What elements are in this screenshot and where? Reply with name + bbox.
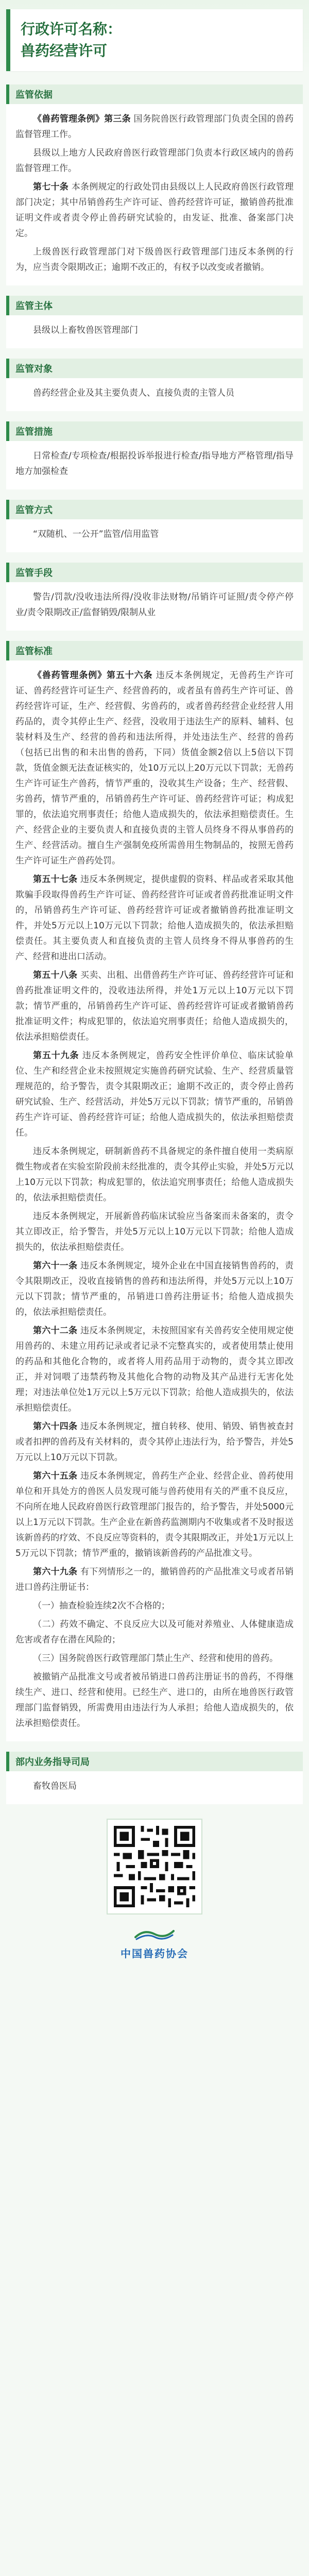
- section-body: [6, 582, 303, 631]
- standard-paragraph: [15, 668, 294, 869]
- paragraph: 畜牧兽医局: [33, 1781, 77, 1791]
- law-title: 《兽药管理条例》第三条: [33, 114, 131, 124]
- paragraph: 县级以上畜牧兽医管理部门: [33, 325, 138, 335]
- association-logo-icon: [131, 1927, 178, 1941]
- footer-logo: [6, 1927, 303, 1960]
- standard-paragraph: [15, 1598, 294, 1614]
- paragraph-text: （三）国务院兽医行政管理部门禁止生产、经营和使用的兽药。: [33, 1653, 278, 1664]
- article-lead: 《兽药管理条例》第五十六条: [33, 670, 153, 681]
- paragraph-text: 违反本条例规定，兽药生产企业、经营企业、兽药使用单位和开具处方的兽医人员发现可能与兽药使用有关的严重不良反应，不向所在地人民政府兽医行政管理部门报告的，给予警告，并处5000元以上1万元以下罚款。生产企业在新兽药监测期内不收集或者不及时报送该新兽药的疗效、不良反应等资料的，责令其限期改正，并处1万元以上5万元以下罚款；情节严重的，撤销该新兽药的产品批准文号。: [15, 1471, 294, 1558]
- section-measures: [6, 421, 303, 489]
- paragraph-text: （二）药效不确定、不良反应大以及可能对养殖业、人体健康造成危害或者存在潜在风险的；: [15, 1619, 294, 1645]
- standard-paragraph: [15, 1651, 294, 1666]
- standard-paragraph: [15, 1564, 294, 1595]
- section-object: [6, 359, 303, 411]
- paragraph-text: （一）抽查检验连续2次不合格的；: [33, 1601, 170, 1611]
- section-standards: [6, 641, 303, 1741]
- article-lead: 第六十二条: [33, 1326, 78, 1336]
- paragraph: 日常检查/专项检查/根据投诉举报进行检查/指导地方严格管理/指导地方加强检查: [15, 451, 294, 477]
- section-tools: [6, 563, 303, 631]
- org-name: 中国兽药协会: [121, 1947, 188, 1960]
- standard-paragraph: [15, 1144, 294, 1206]
- paragraph-text: 买卖、出租、出借兽药生产许可证、兽药经营许可证和兽药批准证明文件的，没收违法所得，并处1万元以上10万元以下罚款；情节严重的，吊销兽药生产许可证、兽药经营许可证或者撤销兽药批准证明文件；构成犯罪的，依法追究刑事责任；给他人造成损失的，依法承担赔偿责任。: [15, 970, 294, 1042]
- standard-paragraph: [15, 1323, 294, 1416]
- license-name-label: 行政许可名称：: [21, 21, 122, 38]
- license-name-value: 兽药经营许可: [21, 42, 108, 59]
- paragraph-text: 违反本条例规定，擅自转移、使用、销毁、销售被查封或者扣押的兽药及有关材料的，责令其停止违法行为，给予警告，并处5万元以上10万元以下罚款。: [15, 1421, 294, 1463]
- paragraph-text: 国务院兽医行政管理部门负责全国的兽药监督管理工作。: [15, 114, 294, 140]
- article-lead: 第五十九条: [33, 1050, 79, 1061]
- standard-paragraph: [15, 1419, 294, 1465]
- paragraph-text: 违反本条例规定，开展新兽药临床试验应当备案而未备案的，责令其立即改正，给予警告，并处5万元以上10万元以下罚款；给他人造成损失的，依法承担赔偿责任。: [15, 1211, 294, 1252]
- paragraph-text: 违反本条例规定，研制新兽药不具备规定的条件擅自使用一类病原微生物或者在实验室阶段前未经批准的，责令其停止实验，并处5万元以上10万元以下罚款；构成犯罪的，依法追究刑事责任；给他人造成损失的，依法承担赔偿责任。: [15, 1146, 294, 1203]
- article-lead: 第五十七条: [33, 874, 78, 885]
- section-body: [6, 660, 303, 1741]
- section-title: 监管手段: [6, 563, 303, 582]
- paragraph: 警告/罚款/没收违法所得/没收非法财物/吊销许可证照/责令停产停业/责令限期改正/监督销毁/限制从业: [15, 592, 294, 618]
- standard-paragraph: [15, 872, 294, 964]
- section-title: 监管方式: [6, 500, 303, 519]
- section-title: 部内业务指导司局: [6, 1752, 303, 1771]
- section-body: [6, 315, 303, 348]
- paragraph-text: 违反本条例规定，无兽药生产许可证、兽药经营许可证生产、经营兽药的，或者虽有兽药生产许可证、兽药经营许可证，生产、经营假、劣兽药的，或者兽药经营企业经营人用药品的，责令其停止生产、经营，没收用于违法生产的原料、辅料、包装材料及生产、经营的兽药和违法所得，并处违法生产、经营的兽药（包括已出售的和未出售的兽药，下同）货值金额2倍以上5倍以下罚款，货值金额无法查证核实的，处10万元以上20万元以下罚款；无兽药生产许可证生产兽药，情节严重的，没收其生产设备；生产、经营假、劣兽药，情节严重的，吊销兽药生产许可证、兽药经营许可证；构成犯罪的，依法追究刑事责任；给他人造成损失的，依法承担赔偿责任。生产、经营企业的主要负责人和直接负责的主管人员终身不得从事兽药的生产、经营活动。擅自生产强制免疫所需兽用生物制品的，按照无兽药生产许可证生产兽药处罚。: [15, 670, 294, 866]
- standard-paragraph: [15, 1617, 294, 1648]
- section-body: [6, 378, 303, 411]
- qr-section: [6, 1820, 303, 1913]
- standard-paragraph: [15, 1468, 294, 1561]
- section-title: 监管对象: [6, 359, 303, 378]
- section-basis: [6, 84, 303, 285]
- standard-paragraph: [15, 1048, 294, 1141]
- paragraph: 上级兽医行政管理部门对下级兽医行政管理部门违反本条例的行为，应当责令限期改正；逾期不改正的，有权予以改变或者撤销。: [15, 247, 294, 273]
- section-body: [6, 519, 303, 552]
- paragraph: [15, 179, 294, 241]
- section-title: 监管措施: [6, 421, 303, 441]
- article-lead: 第六十五条: [33, 1471, 78, 1481]
- section-body: [6, 1771, 303, 1804]
- article-lead: 第六十九条: [33, 1567, 78, 1577]
- license-header: [6, 9, 303, 71]
- article-lead: 第五十八条: [33, 970, 78, 980]
- standard-paragraph: [15, 1209, 294, 1255]
- paragraph-text: 违反本条例规定，境外企业在中国直接销售兽药的，责令其限期改正，没收直接销售的兽药和违法所得，并处5万元以上10万元以下罚款；情节严重的，吊销进口兽药注册证书；给他人造成损失的，依法承担赔偿责任。: [15, 1261, 294, 1317]
- paragraph-text: 违反本条例规定，兽药安全性评价单位、临床试验单位、生产和经营企业未按照规定实施兽药研究试验、生产、经营质量管理规范的，给予警告，责令其限期改正；逾期不改正的，责令停止兽药研究试验、生产、经营活动，并处5万元以下罚款；情节严重的，吊销兽药生产许可证、兽药经营许可证；给他人造成损失的，依法承担赔偿责任。: [15, 1050, 294, 1138]
- paragraph-text: 违反本条例规定，提供虚假的资料、样品或者采取其他欺骗手段取得兽药生产许可证、兽药经营许可证或者兽药批准证明文件的，吊销兽药生产许可证、兽药经营许可证或者撤销兽药批准证明文件，并处5万元以上10万元以下罚款；给他人造成损失的，依法承担赔偿责任。其主要负责人和直接负责的主管人员终身不得从事兽药的生产、经营和进出口活动。: [15, 874, 294, 962]
- section-title: 监管主体: [6, 296, 303, 315]
- paragraph: [15, 111, 294, 142]
- paragraph: 县级以上地方人民政府兽医行政管理部门负责本行政区域内的兽药监督管理工作。: [15, 148, 294, 174]
- paragraph: 兽药经营企业及其主要负责人、直接负责的主管人员: [33, 388, 234, 398]
- qr-code-icon: [108, 1820, 201, 1913]
- section-guide: [6, 1752, 303, 1804]
- section-body: [6, 104, 303, 285]
- paragraph: “双随机、一公开”监管/信用监管: [33, 529, 159, 539]
- standard-paragraph: [15, 968, 294, 1045]
- paragraph-text: 有下列情形之一的，撤销兽药的产品批准文号或者吊销进口兽药注册证书：: [15, 1567, 294, 1592]
- paragraph-text: 本条例规定的行政处罚由县级以上人民政府兽医行政管理部门决定；其中吊销兽药生产许可证、兽药经营许可证，撤销兽药批准证明文件或者责令停止兽药研究试验的，由发证、批准、备案部门决定。: [15, 182, 294, 239]
- standard-paragraph: [15, 1258, 294, 1320]
- section-body: [6, 441, 303, 489]
- standard-paragraph: [15, 1669, 294, 1731]
- section-title: 监管标准: [6, 641, 303, 660]
- article-lead: 第七十条: [33, 182, 69, 192]
- section-title: 监管依据: [6, 84, 303, 104]
- paragraph-text: 被撤销产品批准文号或者被吊销进口兽药注册证书的兽药，不得继续生产、进口、经营和使用。已经生产、进口的，由所在地兽医行政管理部门监督销毁，所需费用由违法行为人承担；给他人造成损失的，依法承担赔偿责任。: [15, 1672, 294, 1728]
- section-method: [6, 500, 303, 552]
- article-lead: 第六十四条: [33, 1421, 78, 1432]
- section-level: [6, 296, 303, 348]
- article-lead: 第六十一条: [33, 1261, 78, 1271]
- paragraph-text: 违反本条例规定，未按照国家有关兽药安全使用规定使用兽药的、未建立用药记录或者记录不完整真实的，或者使用禁止使用的药品和其他化合物的，或者将人用药品用于动物的，责令其立即改正，并对饲喂了违禁药物及其他化合物的动物及其产品进行无害化处理；对违法单位处1万元以上5万元以下罚款；给他人造成损失的，依法承担赔偿责任。: [15, 1326, 294, 1413]
